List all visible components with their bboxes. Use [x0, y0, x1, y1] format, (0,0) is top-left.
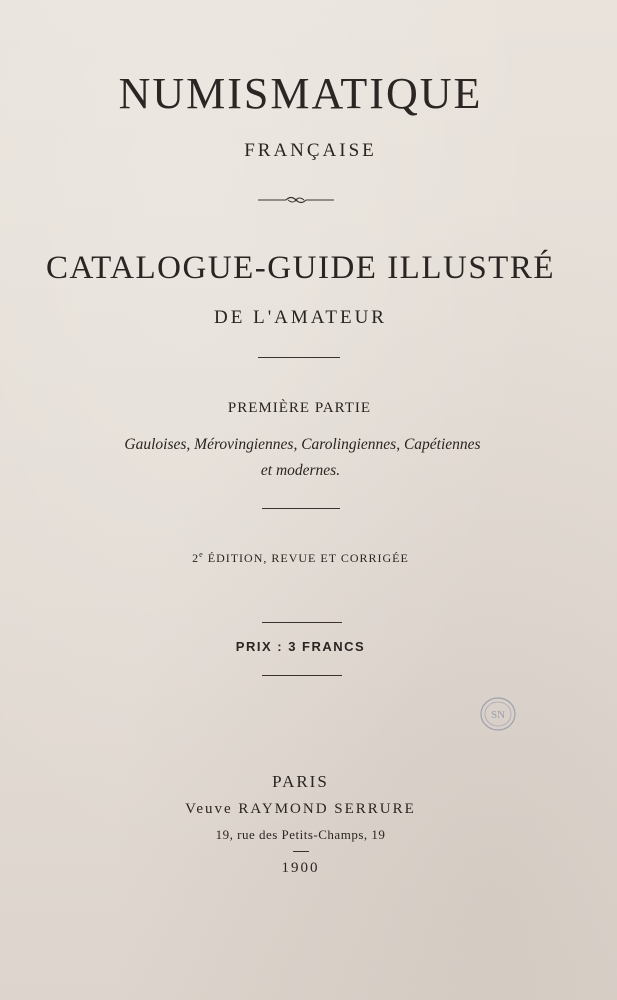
edition-line [0, 550, 609, 566]
edition-number: 2 [192, 551, 200, 565]
divider-rule [293, 851, 309, 852]
divider-rule [262, 622, 342, 623]
main-title: NUMISMATIQUE [118, 69, 483, 118]
part-description-line1: Gauloises, Mérovingiennes, Carolingiennes, Capétiennes [124, 436, 481, 453]
part-label: PREMIÈRE PARTIE [227, 400, 372, 416]
imprint-address: 19, rue des Petits-Champs, 19 [215, 827, 386, 842]
imprint-publisher: Veuve RAYMOND SERRURE [185, 801, 416, 817]
library-stamp-icon [478, 694, 518, 734]
divider-rule [262, 508, 340, 509]
part-description-line2: et modernes. [260, 462, 341, 479]
stamp-text: SN [490, 709, 506, 721]
imprint-city: PARIS [272, 772, 329, 791]
ornament-divider-icon [258, 192, 334, 208]
main-subtitle: FRANÇAISE [244, 140, 377, 161]
divider-rule [262, 675, 342, 676]
price: PRIX : 3 FRANCS [235, 639, 366, 654]
divider-rule [258, 357, 340, 358]
catalogue-heading: CATALOGUE-GUIDE ILLUSTRÉ [45, 250, 556, 286]
edition-text: ÉDITION, REVUE ET CORRIGÉE [203, 551, 409, 565]
catalogue-subheading: DE L'AMATEUR [214, 307, 387, 328]
imprint-year: 1900 [281, 860, 320, 876]
edition-suffix: e [199, 550, 204, 559]
